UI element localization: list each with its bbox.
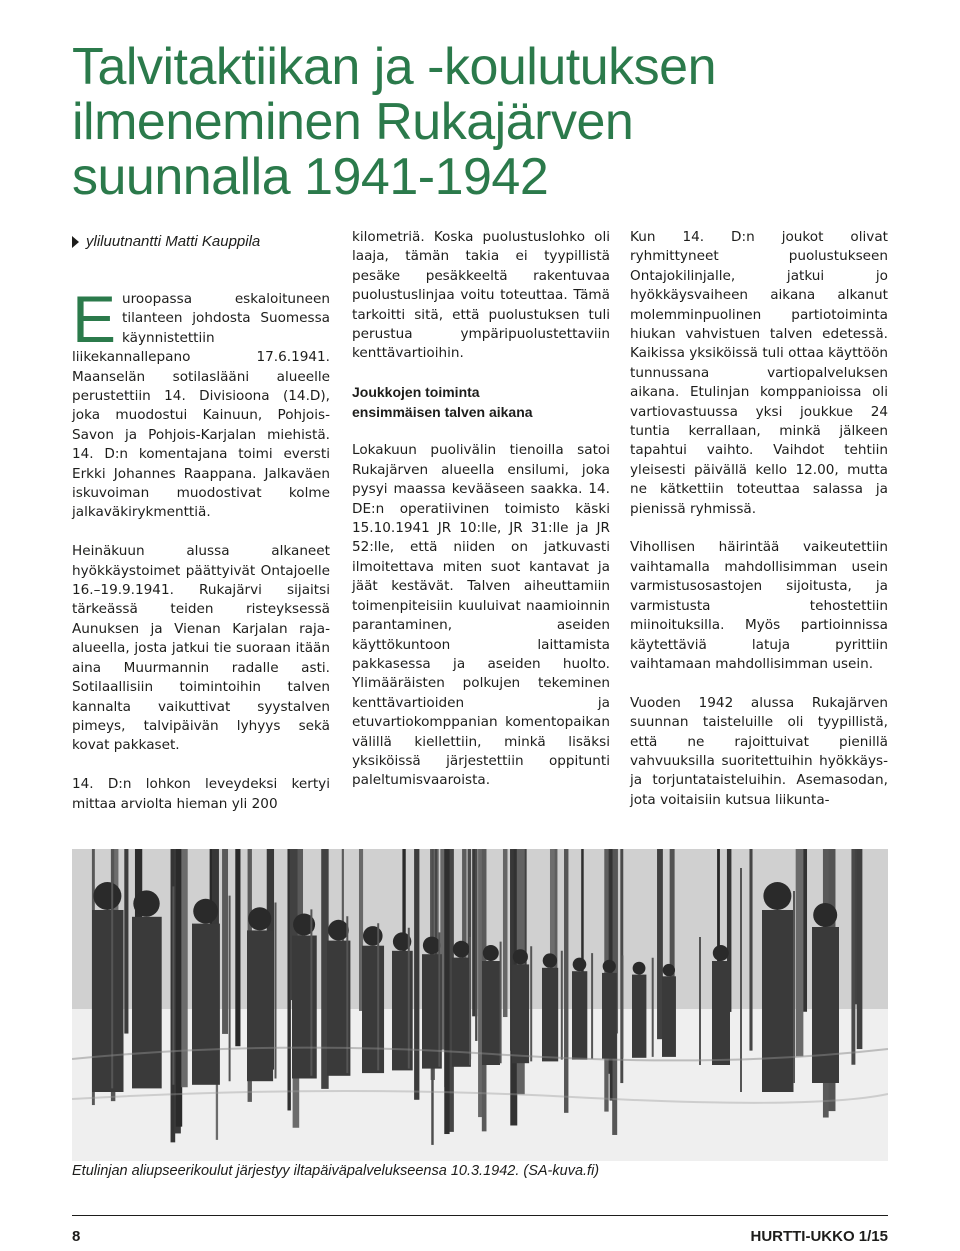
drop-cap: E	[72, 282, 117, 356]
footer-divider	[72, 1215, 888, 1216]
title-line-1: Talvitaktiikan ja -koulutuksen	[72, 38, 716, 96]
tree-trunk	[851, 849, 855, 1065]
byline	[72, 233, 260, 250]
tree-trunk	[749, 849, 752, 1051]
paragraph: 14. D:n lohkon leveydeksi kertyi mittaa arviolta hieman yli 200	[72, 776, 330, 812]
tree-trunk	[475, 849, 477, 1041]
column-2	[352, 228, 610, 810]
author-name: yliluutnantti Matti Kauppila	[86, 233, 261, 250]
paragraph: Heinäkuun alussa alkaneet hyökkäystoimet päättyivät Ontajoelle 16.–19.9.1941. Rukajärvi sijaitsi tärkeässä teiden risteyksessä Aunuksen ja Vienan Karjalan raja-alueella, josta jatkui tie suoraan itään aina Muurmannin radalle asti. Sotilaallisiin toimintoihin talven kannalta vaikuttivat syystalven pimeys, talvipäivän lyhyys sekä kovat pakkaset.	[72, 543, 330, 754]
tree-trunk	[414, 849, 419, 1100]
paragraph: Vuoden 1942 alussa Rukajärven suunnan taisteluille oli tyypillistä, että ne rajoittuivat pienillä vahvuuksilla suoritettuihin hyökkäys- ja torjuntataisteluihin. Asemasodan, jota voitaisiin kutsua liikunta-	[630, 694, 888, 808]
paragraph: kilometriä. Koska puolustuslohko oli laaja, tämän takia ei tyypillistä pesäke pesäkkeeltä rakentuvaa puolustuslinjaa voitu toteuttaa. Tämä tarkoitti sitä, että puolustuksen tuli perustua ympäripuolustettaviin kenttävartioihin.	[352, 229, 610, 362]
paragraph: Vihollisen häirintää vaikeutettiin vaihtamalla mahdollisimman usein varmistusosastojen sijoitusta, ja varmistusta tehostettiin miinoituksilla. Myös partioinnissa käytettäviä latuja pyrittiin vaihtamaan mahdollisimman usein.	[630, 539, 888, 672]
tree-trunk	[124, 849, 128, 1034]
magazine-name: HURTTI-UKKO 1/15	[750, 1228, 888, 1245]
tree-trunk	[235, 849, 240, 1046]
tree-trunk	[657, 849, 663, 1039]
tree-trunk	[176, 849, 182, 1127]
photo-caption: Etulinjan aliupseerikoulut järjestyy iltapäiväpalvelukseensa 10.3.1942. (SA-kuva.fi)	[72, 1163, 600, 1179]
title-line-3: suunnalla 1941-1942	[72, 148, 549, 206]
tree-trunk	[564, 849, 568, 1113]
column-1	[72, 282, 330, 833]
column-3	[630, 228, 888, 830]
tree-trunk	[796, 849, 804, 1056]
paragraph: Euroopassa eskaloituneen tilanteen johdosta Suomessa käynnistettiin liikekannallepano 17.6.1941. Maanselän sotilaslääni alueelle perustettiin 14. Divisioona (14.D), joka muodostui Kainuun, Pohjois-Savon ja Pohjois-Karjalan miehistä. 14. D:n komentajana toimi eversti Erkki Johannes Raappana. Jalkaväen iskuvoiman muodostivat kolme jalkaväkirykmenttiä.	[72, 282, 330, 521]
tree-trunk	[222, 849, 228, 1034]
tree-trunk	[857, 849, 863, 1049]
section-heading: Joukkojen toiminta ensimmäisen talven aikana	[352, 384, 533, 420]
title-line-2: ilmeneminen Rukajärven	[72, 93, 634, 151]
paragraph: Lokakuun puolivälin tienoilla satoi Rukajärven alueella ensilumi, joka pysyi maassa kevääseen saakka. 14. DE:n operatiivinen toimisto käski 15.10.1941 JR 10:lle, JR 31:lle ja JR 52:lle, että niiden on jatkuvasti ilmoitettava miten suot kantavat ja jäät kestävät. Talven aiheuttamiin toimenpiteisiin kuuluivat naamioinnin parantaminen, aseiden käyttökuntoon laittamista pakkasessa ja aseiden huolto. Ylimääräisten polkujen tekeminen kenttävartioiden ja etuvartiokomppanian komentopaikan välillä kiellettiin, minkä lisäksi yksiköissä järjestettiin oppitunti paleltumisvaaroista.	[352, 442, 610, 789]
paragraph: Kun 14. D:n joukot olivat ryhmittyneet puolustukseen Ontajokilinjalle, jatkui jo hyökkäysvaiheen aikana alkanut molemminpuolinen partiotoiminta hiukan vahvistuen talven edetessä. Kaikissa yksiköissä tuli ottaa käyttöön tunnussana vartiopalveluksen aikana. Etulinjan komppanioissa oli vartiovastuussa yksi joukkue 24 tuntia kerrallaan, minkä jälkeen tapahtui vaihto. Vaihdot tehtiin yleisesti päivällä kello 12.00, mutta ne kätkettiin toteuttaa salassa ja pienissä ryhmissä.	[630, 229, 889, 517]
article-title	[72, 40, 892, 205]
byline-marker-icon	[72, 236, 79, 248]
winter-forest-soldiers-photo	[72, 849, 888, 1161]
page-number: 8	[72, 1228, 81, 1245]
tree-trunk	[503, 849, 508, 1017]
